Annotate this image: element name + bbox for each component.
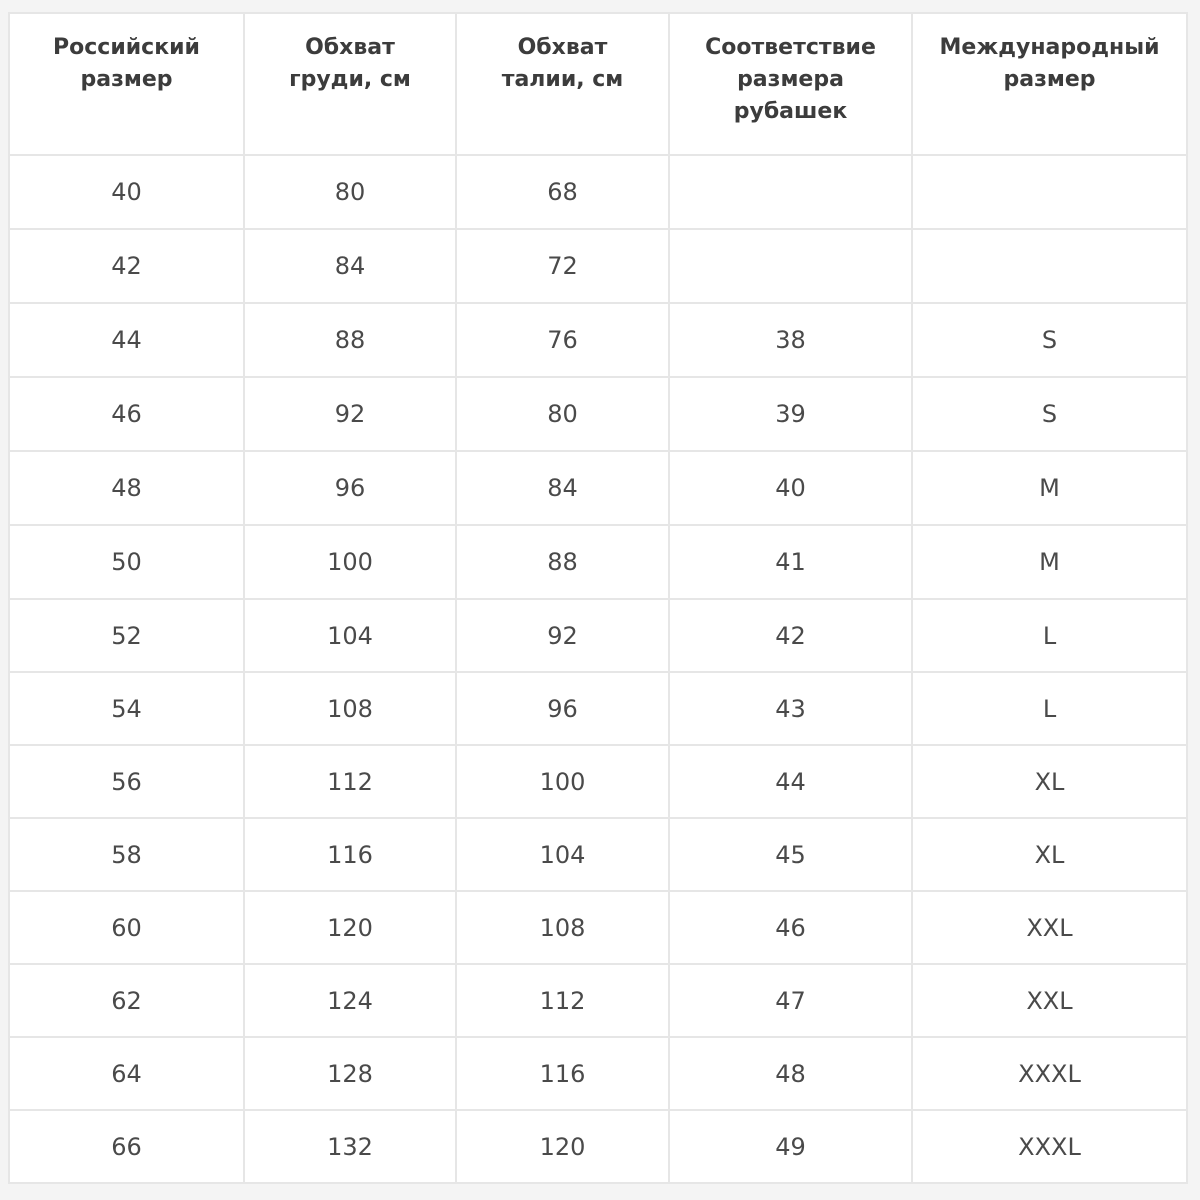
cell-russian-size: 64 (9, 1037, 244, 1110)
cell-international-size: S (912, 377, 1187, 451)
size-chart-table (8, 12, 1188, 1184)
cell-chest: 88 (244, 303, 456, 377)
header-label: Обхват талии, см (501, 35, 624, 92)
cell-waist: 112 (456, 964, 669, 1037)
cell-international-size: XXL (912, 964, 1187, 1037)
table-row (9, 303, 1187, 377)
cell-chest: 92 (244, 377, 456, 451)
cell-waist: 92 (456, 599, 669, 672)
cell-waist: 84 (456, 451, 669, 525)
table-body (9, 155, 1187, 1183)
cell-russian-size: 58 (9, 818, 244, 891)
cell-shirt-size: 45 (669, 818, 912, 891)
cell-chest: 132 (244, 1110, 456, 1183)
cell-waist: 104 (456, 818, 669, 891)
cell-waist: 116 (456, 1037, 669, 1110)
cell-waist: 68 (456, 155, 669, 229)
cell-shirt-size (669, 229, 912, 303)
cell-international-size: XXXL (912, 1110, 1187, 1183)
cell-chest: 96 (244, 451, 456, 525)
table-row (9, 599, 1187, 672)
table-row (9, 964, 1187, 1037)
cell-shirt-size: 41 (669, 525, 912, 599)
cell-russian-size: 54 (9, 672, 244, 745)
table-row (9, 818, 1187, 891)
cell-russian-size: 42 (9, 229, 244, 303)
cell-waist: 96 (456, 672, 669, 745)
cell-shirt-size: 46 (669, 891, 912, 964)
header-label: Международный размер (939, 35, 1160, 92)
cell-shirt-size: 44 (669, 745, 912, 818)
table-row (9, 745, 1187, 818)
cell-russian-size: 56 (9, 745, 244, 818)
cell-shirt-size: 42 (669, 599, 912, 672)
table-row (9, 672, 1187, 745)
cell-international-size: M (912, 525, 1187, 599)
header-waist-girth (456, 13, 669, 155)
cell-chest: 80 (244, 155, 456, 229)
table-row (9, 451, 1187, 525)
cell-shirt-size: 39 (669, 377, 912, 451)
cell-chest: 84 (244, 229, 456, 303)
table-row (9, 229, 1187, 303)
cell-international-size: XXXL (912, 1037, 1187, 1110)
cell-russian-size: 50 (9, 525, 244, 599)
table-row (9, 155, 1187, 229)
cell-chest: 104 (244, 599, 456, 672)
header-label: Российский размер (53, 35, 200, 92)
cell-russian-size: 44 (9, 303, 244, 377)
header-row (9, 13, 1187, 155)
header-label: Обхват груди, см (289, 35, 411, 92)
header-label: Соответствие размера рубашек (705, 35, 876, 124)
cell-international-size: S (912, 303, 1187, 377)
table-row (9, 377, 1187, 451)
cell-shirt-size (669, 155, 912, 229)
cell-international-size: XXL (912, 891, 1187, 964)
cell-chest: 116 (244, 818, 456, 891)
cell-chest: 120 (244, 891, 456, 964)
cell-shirt-size: 40 (669, 451, 912, 525)
cell-international-size: XL (912, 745, 1187, 818)
cell-chest: 108 (244, 672, 456, 745)
cell-shirt-size: 48 (669, 1037, 912, 1110)
cell-waist: 76 (456, 303, 669, 377)
cell-chest: 100 (244, 525, 456, 599)
cell-waist: 100 (456, 745, 669, 818)
cell-international-size (912, 155, 1187, 229)
cell-international-size: XL (912, 818, 1187, 891)
cell-international-size (912, 229, 1187, 303)
cell-russian-size: 62 (9, 964, 244, 1037)
cell-shirt-size: 43 (669, 672, 912, 745)
cell-shirt-size: 49 (669, 1110, 912, 1183)
cell-waist: 72 (456, 229, 669, 303)
table-row (9, 891, 1187, 964)
table-row (9, 1110, 1187, 1183)
cell-chest: 112 (244, 745, 456, 818)
header-chest-girth (244, 13, 456, 155)
table-header (9, 13, 1187, 155)
header-russian-size (9, 13, 244, 155)
cell-international-size: L (912, 599, 1187, 672)
cell-russian-size: 48 (9, 451, 244, 525)
table-row (9, 525, 1187, 599)
cell-russian-size: 66 (9, 1110, 244, 1183)
table-row (9, 1037, 1187, 1110)
header-shirt-size (669, 13, 912, 155)
cell-shirt-size: 38 (669, 303, 912, 377)
cell-international-size: M (912, 451, 1187, 525)
cell-international-size: L (912, 672, 1187, 745)
cell-waist: 120 (456, 1110, 669, 1183)
cell-waist: 108 (456, 891, 669, 964)
cell-russian-size: 40 (9, 155, 244, 229)
cell-waist: 88 (456, 525, 669, 599)
cell-russian-size: 52 (9, 599, 244, 672)
cell-russian-size: 46 (9, 377, 244, 451)
cell-shirt-size: 47 (669, 964, 912, 1037)
cell-russian-size: 60 (9, 891, 244, 964)
cell-chest: 124 (244, 964, 456, 1037)
cell-chest: 128 (244, 1037, 456, 1110)
cell-waist: 80 (456, 377, 669, 451)
header-international-size (912, 13, 1187, 155)
